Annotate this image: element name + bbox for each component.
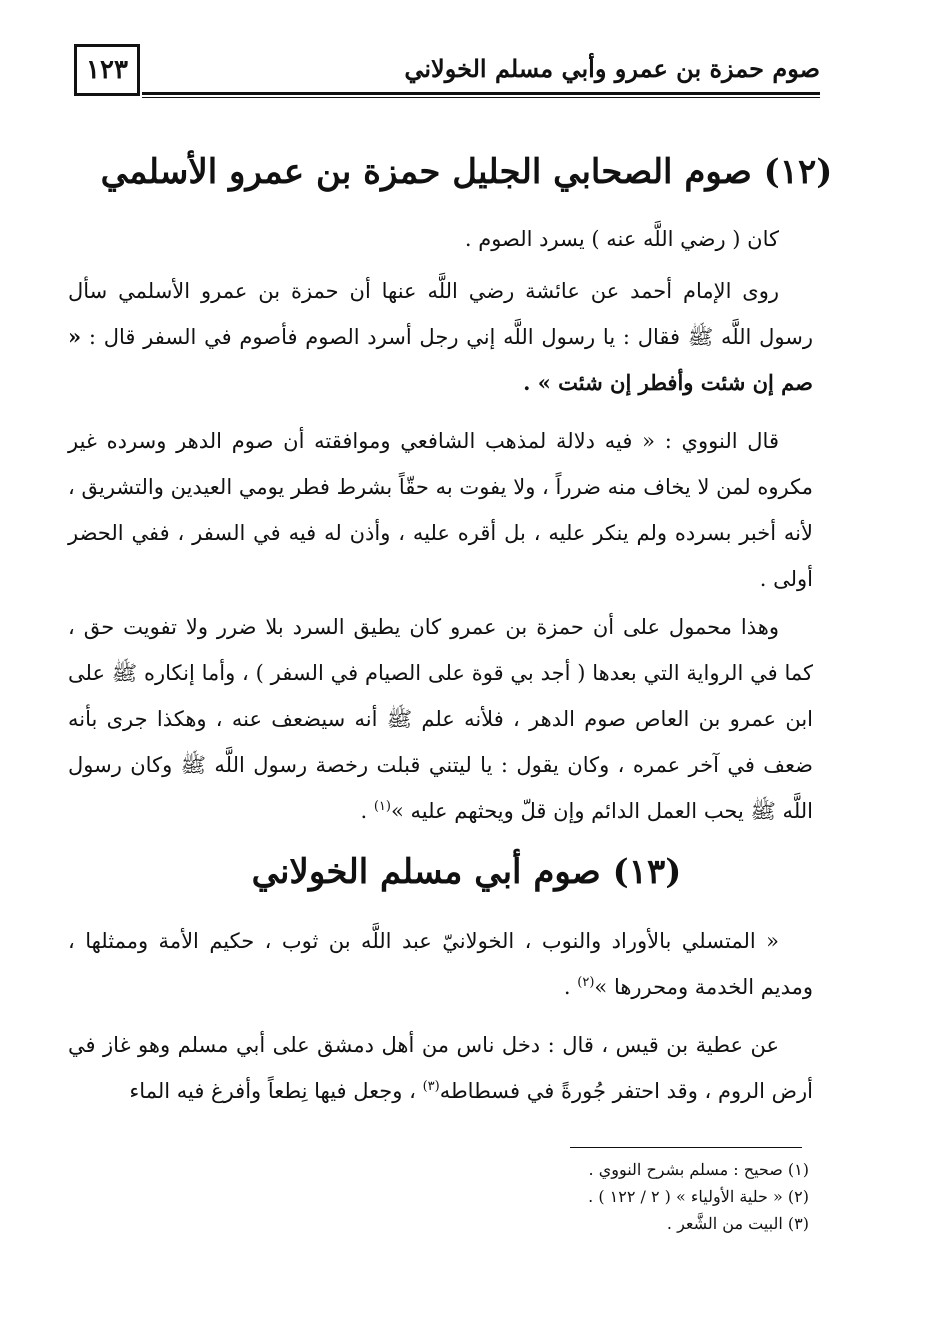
footnote-ref: (٢) — [577, 975, 595, 990]
section-heading-12: (١٢) صوم الصحابي الجليل حمزة بن عمرو الأسلمي — [100, 152, 833, 192]
paragraph — [68, 918, 813, 1010]
section-heading-13: (١٣) صوم أبي مسلم الخولاني — [251, 852, 682, 892]
paragraph — [68, 268, 813, 406]
paragraph — [68, 604, 813, 834]
header-rule — [142, 92, 820, 98]
footnote-ref: (٣) — [422, 1079, 440, 1094]
paragraph-text: عن عطية بن قيس ، قال : دخل ناس من أهل دمشق على أبي مسلم وهو غاز في أرض الروم ، وقد احتفر جُورةً في فسطاطه — [68, 1033, 813, 1103]
paragraph-text: روى الإمام أحمد عن عائشة رضي اللَّه عنها أن حمزة بن عمرو الأسلمي سأل رسول اللَّه ﷺ فقال : يا رسول اللَّه إني رجل أسرد الصوم فأصوم في السفر قال : — [68, 279, 813, 349]
running-title: صوم حمزة بن عمرو وأبي مسلم الخولاني — [404, 54, 820, 83]
footnote: (٢) « حلية الأولياء » ( ٢ / ١٢٢ ) . — [588, 1187, 809, 1206]
paragraph-text: ، وجعل فيها نِطعاً وأفرغ فيه الماء — [129, 1079, 423, 1103]
paragraph-end: . — [563, 975, 578, 999]
paragraph-text: وهذا محمول على أن حمزة بن عمرو كان يطيق السرد بلا ضرر ولا تفويت حق ، كما في الرواية التي بعدها ( أجد بي قوة على الصيام في السفر ) ، وأما إنكاره ﷺ على ابن عمرو بن العاص صوم الدهر ، فلأنه علم ﷺ أنه سيضعف عنه ، وهكذا جرى بأنه ضعف في آخر عمره ، وكان يقول : يا ليتني قبلت رخصة رسول اللَّه ﷺ وكان رسول اللَّه ﷺ يحب العمل الدائم وإن قلّ ويحثهم عليه » — [68, 615, 813, 823]
page-number: ١٢٣ — [74, 44, 140, 96]
footnote-ref: (١) — [373, 799, 391, 814]
paragraph: كان ( رضي اللَّه عنه ) يسرد الصوم . — [464, 227, 779, 251]
paragraph: قال النووي : « فيه دلالة لمذهب الشافعي وموافقته أن صوم الدهر وسرده غير مكروه لمن لا يخاف منه ضرراً ، ولا يفوت به حقّاً بشرط فطر يومي العيدين والتشريق ، لأنه أخبر بسرده ولم ينكر عليه ، بل أقره عليه ، وأذن له فيه في السفر ، ففي الحضر أولى . — [68, 429, 813, 591]
paragraph — [68, 1022, 813, 1114]
paragraph-text: « المتسلي بالأوراد والنوب ، الخولانيّ عبد اللَّه بن ثوب ، حكيم الأمة وممثلها ، ومديم الخدمة ومحررها » — [68, 929, 813, 999]
footnote: (١) صحيح : مسلم بشرح النووي . — [588, 1160, 809, 1179]
running-header — [74, 40, 820, 100]
paragraph-end: . — [360, 799, 374, 823]
footnote-separator — [570, 1147, 802, 1148]
footnotes — [389, 1156, 809, 1237]
hadith-quote: « صم إن شئت وأفطر إن شئت » . — [68, 324, 813, 395]
footnote: (٣) البيت من الشَّعر . — [666, 1214, 809, 1233]
